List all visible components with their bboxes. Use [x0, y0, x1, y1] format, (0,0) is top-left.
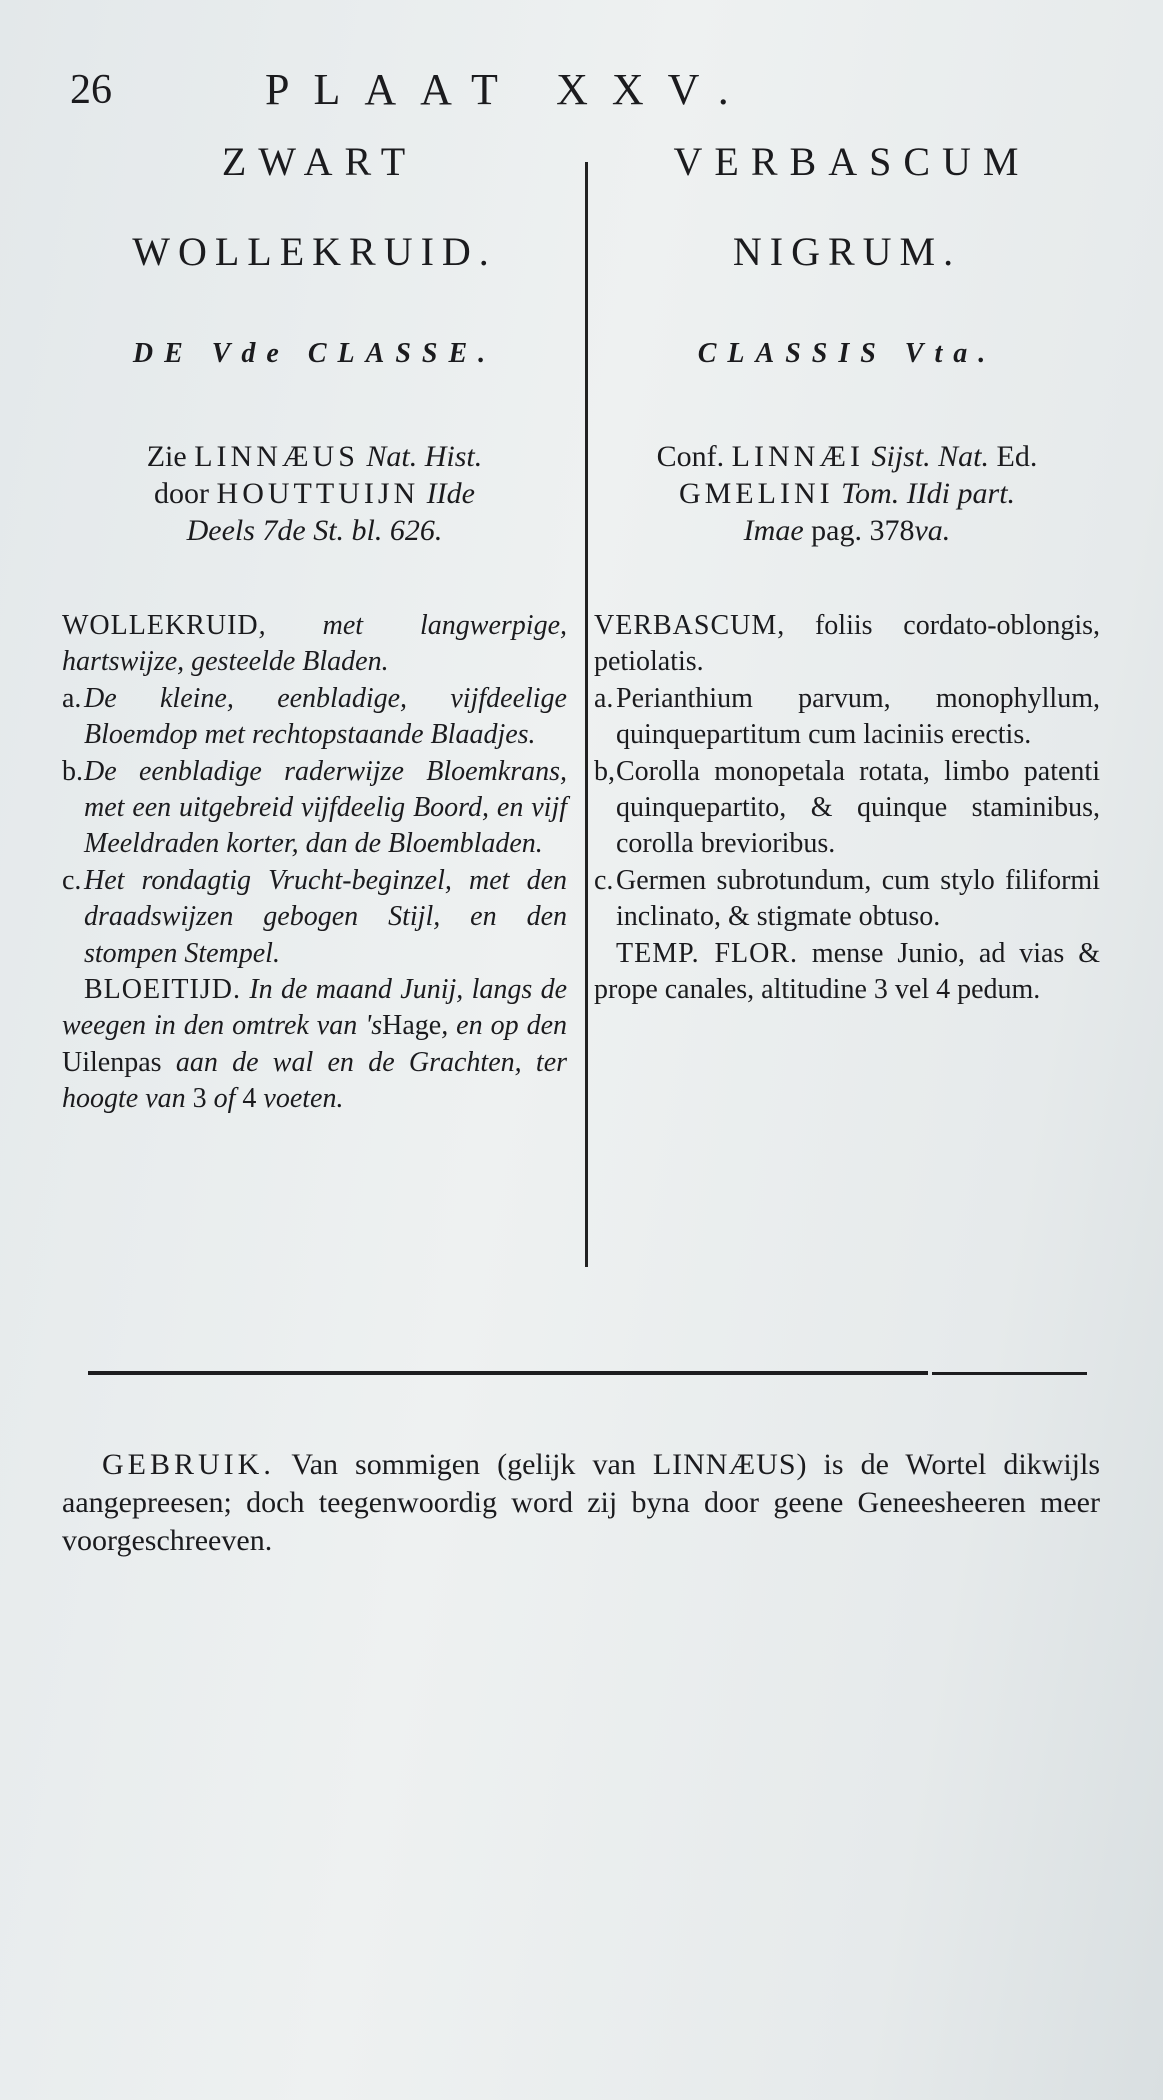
- ref-word: Conf.: [656, 440, 725, 473]
- item-a: [594, 681, 1100, 754]
- ref-part: IIde: [426, 477, 475, 510]
- ref-part: Imae: [743, 514, 804, 547]
- flowering-time: [594, 936, 1100, 1009]
- usage-paragraph: [62, 1446, 1100, 1560]
- item-label: b.: [62, 755, 83, 787]
- item-text: De eenbladige raderwijze Bloemkrans, met een uitgebreid vijfdeelig Boord, en vijf Meeldraden korter, dan de Bloembladen.: [84, 755, 567, 860]
- genus-description: , foliis cordato-oblongis, petiolatis.: [594, 610, 1100, 678]
- ref-title: Sijst. Nat.: [871, 440, 989, 473]
- ref-editor: GMELINI: [678, 477, 834, 510]
- dutch-name-line1: ZWART: [221, 139, 418, 184]
- plate-title: PLAAT XXV.: [265, 65, 753, 114]
- ref-word: door: [154, 477, 210, 510]
- ref-page: 378: [869, 514, 915, 547]
- flowering-text: mense Junio, ad vias & prope canales, altitudine 3 vel 4 pedum.: [594, 937, 1100, 1006]
- number: 4: [242, 1083, 257, 1115]
- section-rule-short: [932, 1372, 1087, 1375]
- item-label: c.: [62, 864, 82, 896]
- ref-word: pag.: [811, 514, 862, 547]
- item-c: [62, 863, 567, 972]
- ref-word: Ed.: [996, 440, 1038, 473]
- latin-name-line2: NIGRUM.: [732, 229, 962, 274]
- item-b: [62, 754, 567, 863]
- dutch-column: [62, 138, 567, 1118]
- latin-reference: [594, 438, 1100, 608]
- ref-author: LINNÆUS: [194, 440, 359, 473]
- ref-author: LINNÆI: [731, 440, 864, 473]
- flowering-text: of: [213, 1083, 236, 1115]
- item-text: Het rondagtig Vrucht-beginzel, met den draadswijzen gebogen Stijl, en den stompen Stempel.: [84, 864, 567, 969]
- item-text: Perianthium parvum, monophyllum, quinquepartitum cum laciniis erectis.: [616, 682, 1100, 751]
- genus-name: VERBASCUM: [594, 610, 778, 641]
- ref-translator: HOUTTUIJN: [216, 477, 420, 510]
- flowering-time: [62, 972, 567, 1118]
- item-b: [594, 754, 1100, 863]
- flowering-text: voeten.: [263, 1083, 344, 1115]
- dutch-reference: [62, 438, 567, 608]
- item-label: a.: [594, 682, 614, 714]
- item-c: [594, 863, 1100, 936]
- item-label: b,: [594, 755, 615, 787]
- item-label: a.: [62, 682, 82, 714]
- item-text: Corolla monopetala rotata, limbo patenti quinquepartito, & quinque staminibus, corolla brevioribus.: [616, 755, 1100, 860]
- latin-name-line1: VERBASCUM: [673, 139, 1031, 184]
- flowering-text: aan de wal en de Grachten, ter hoogte van: [62, 1046, 568, 1115]
- flowering-label: TEMP. FLOR.: [616, 937, 799, 969]
- column-divider: [585, 162, 588, 1267]
- genus-name: WOLLEKRUID: [62, 610, 259, 641]
- item-label: c.: [594, 864, 614, 896]
- item-a: [62, 681, 567, 754]
- flowering-label: BLOEITIJD.: [84, 974, 241, 1006]
- ref-title: Nat. Hist.: [366, 440, 483, 473]
- latin-column: [594, 138, 1100, 1008]
- ref-part: Tom. IIdi part.: [841, 477, 1016, 510]
- usage-author: LINNÆUS: [652, 1448, 797, 1481]
- ref-suffix: va.: [914, 514, 951, 547]
- item-text: Germen subrotundum, cum stylo filiformi inclinato, & stigmate obtuso.: [616, 864, 1100, 933]
- usage-label: GEBRUIK.: [102, 1448, 275, 1481]
- page-number: 26: [70, 67, 112, 113]
- flowering-text: In de maand Junij, langs de weegen in den omtrek van 's: [62, 974, 568, 1042]
- genus-description: , met langwerpige, hartswijze, gesteelde Bladen.: [62, 610, 567, 678]
- flowering-text: , en op den: [441, 1010, 567, 1042]
- latin-description: [594, 608, 1100, 1008]
- latin-class: CLASSIS Vta.: [697, 338, 997, 369]
- ref-word: Zie: [146, 440, 187, 473]
- ref-volume: Deels 7de St. bl. 626.: [186, 514, 443, 547]
- item-text: De kleine, eenbladige, vijfdeelige Bloemdop met rechtopstaande Blaadjes.: [84, 682, 567, 751]
- usage-text: ) is de Wortel dikwijls aangepreesen; doch teegenwoordig word zij byna door geene Geneesheeren meer voorgeschreeven.: [62, 1448, 1101, 1557]
- place-name: Uilenpas: [62, 1046, 162, 1078]
- section-rule: [88, 1371, 928, 1375]
- usage-text: Van sommigen (gelijk van: [291, 1448, 636, 1481]
- number: 3: [192, 1083, 207, 1115]
- dutch-name-line2: WOLLEKRUID.: [132, 229, 497, 274]
- page-header: [70, 64, 1100, 124]
- place-name: Hage: [382, 1010, 442, 1042]
- dutch-class: DE Vde CLASSE.: [132, 338, 497, 369]
- dutch-description: [62, 608, 567, 1118]
